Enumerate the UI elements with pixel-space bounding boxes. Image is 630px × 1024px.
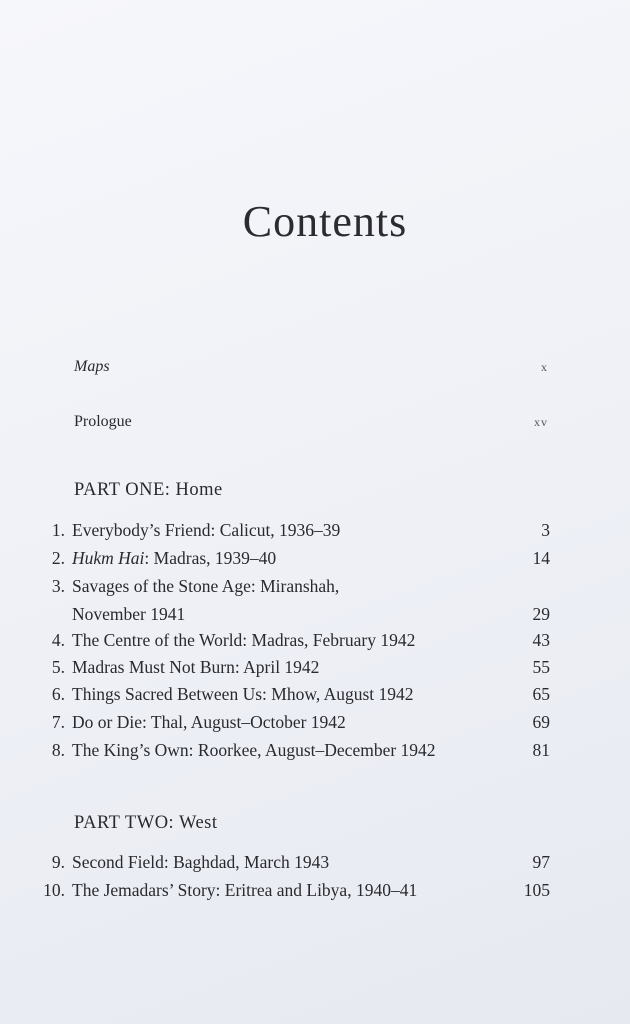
chapter-page: 43 [532,630,550,650]
chapter-title-italic: Hukm Hai [72,548,145,568]
page-title: Contents [242,197,408,246]
chapter-number: 4. [51,630,65,650]
chapter-title: Savages of the Stone Age: Miranshah, [72,576,340,596]
chapter-number: 9. [51,852,65,872]
chapter-number: 6. [51,684,65,704]
chapter-title: The Centre of the World: Madras, February 1942 [72,630,416,650]
chapter-page: 97 [532,852,550,872]
chapter-number: 3. [51,576,65,596]
chapter-title: Second Field: Baghdad, March 1943 [72,852,330,872]
chapter-page: 81 [532,740,550,760]
chapter-title: Everybody’s Friend: Calicut, 1936–39 [72,520,341,540]
chapter-number: 1. [51,520,65,540]
front-matter-prologue [74,413,548,431]
part-two-heading: PART TWO: West [74,813,218,833]
part-one-heading: PART ONE: Home [74,480,223,500]
chapter-page: 29 [532,604,550,624]
front-matter-page: xv [534,415,548,429]
front-matter-page: x [541,360,548,374]
chapter-page: 105 [523,880,550,900]
chapter-page: 69 [532,712,550,732]
chapter-number: 8. [51,740,65,760]
chapter-number: 10. [43,880,65,900]
front-matter-maps [74,358,548,376]
chapter-title: Things Sacred Between Us: Mhow, August 1942 [72,684,414,704]
chapter-page: 3 [541,520,550,540]
chapter-page: 55 [532,657,550,677]
chapter-number: 2. [51,548,65,568]
chapter-title: The Jemadars’ Story: Eritrea and Libya, 1940–41 [72,880,418,900]
front-matter-label: Maps [74,358,110,375]
chapter-title [72,548,276,569]
chapter-number: 7. [51,712,65,732]
chapter-page: 14 [532,548,550,568]
chapter-title: Do or Die: Thal, August–October 1942 [72,712,346,732]
chapter-title-continuation: November 1941 [72,604,186,624]
chapter-number: 5. [51,657,65,677]
chapter-page: 65 [532,684,550,704]
front-matter-label: Prologue [74,413,132,430]
chapter-title: The King’s Own: Roorkee, August–December 1942 [72,740,436,760]
chapter-title: Madras Must Not Burn: April 1942 [72,657,320,677]
chapter-title-rest: : Madras, 1939–40 [144,548,277,568]
